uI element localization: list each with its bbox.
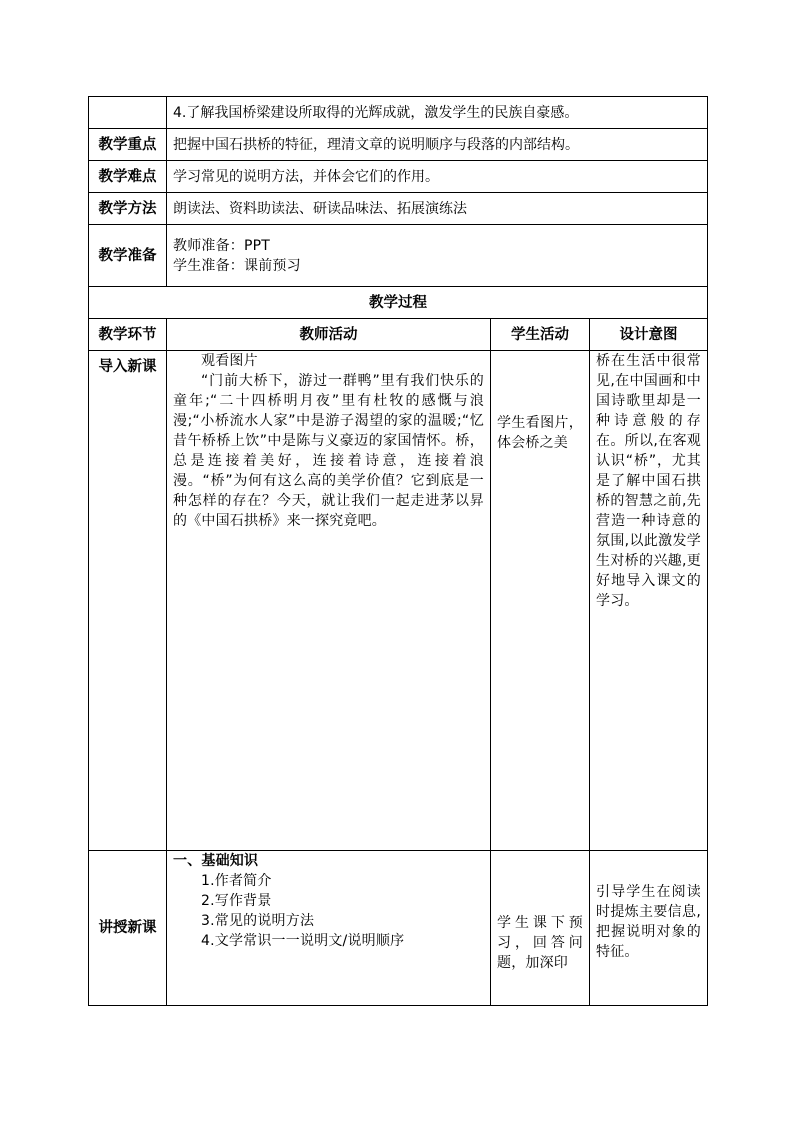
key-point-text: 把握中国石拱桥的特征，理清文章的说明顺序与段落的内部结构。	[167, 129, 708, 161]
lecture-design-intent: 引导学生在阅读时提炼主要信息,把握说明对象的特征。	[590, 851, 708, 1006]
intro-teacher-line-1: 观看图片	[201, 353, 258, 369]
key-point-row	[89, 129, 708, 161]
lecture-student-activity: 学生课下预习，回答问题，加深印	[491, 851, 590, 1006]
prep-student: 学生准备：课前预习	[173, 257, 301, 274]
lecture-stage: 讲授新课	[89, 851, 167, 1006]
intro-design-intent: 桥在生活中很常见,在中国画和中国诗歌里却是一种诗意般的存在。所以,在客观认识“桥”，尤其是了解中国石拱桥的智慧之前,先营造一种诗意的氛围,以此激发学生对桥的兴趣,更好地导入课文的学习。	[590, 351, 708, 851]
difficulty-text: 学习常见的说明方法，并体会它们的作用。	[167, 161, 708, 193]
lecture-item-2: 2.写作背景	[201, 893, 272, 909]
prep-teacher: 教师准备：PPT	[173, 237, 271, 254]
header-student: 学生活动	[491, 319, 590, 351]
intro-student-activity: 学生看图片，体会桥之美	[491, 351, 590, 851]
lecture-item-4: 4.文学常识一一说明文/说明顺序	[201, 933, 405, 949]
process-header-row	[89, 319, 708, 351]
method-row	[89, 193, 708, 225]
difficulty-label: 教学难点	[89, 161, 167, 193]
intro-teacher-cell	[167, 351, 491, 851]
lecture-item-3: 3.常见的说明方法	[201, 913, 315, 929]
intro-row	[89, 351, 708, 851]
process-title: 教学过程	[89, 287, 708, 319]
header-stage: 教学环节	[89, 319, 167, 351]
prep-row	[89, 225, 708, 287]
lecture-teacher-heading: 一、基础知识	[173, 853, 259, 869]
lesson-plan-table	[88, 96, 708, 1006]
process-title-row	[89, 287, 708, 319]
header-teacher: 教师活动	[167, 319, 491, 351]
key-point-label: 教学重点	[89, 129, 167, 161]
intro-stage: 导入新课	[89, 351, 167, 851]
prep-label: 教学准备	[89, 225, 167, 287]
method-label: 教学方法	[89, 193, 167, 225]
goal-label-cell	[89, 97, 167, 129]
lecture-item-1: 1.作者简介	[201, 873, 272, 889]
method-text: 朗读法、资料助读法、研读品味法、拓展演练法	[167, 193, 708, 225]
goal-4-text: 4.了解我国桥梁建设所取得的光辉成就，激发学生的民族自豪感。	[167, 97, 708, 129]
lecture-row	[89, 851, 708, 1006]
prep-cell	[167, 225, 708, 287]
header-intent: 设计意图	[590, 319, 708, 351]
difficulty-row	[89, 161, 708, 193]
intro-teacher-line-2: “门前大桥下，游过一群鸭”里有我们快乐的童年;“二十四桥明月夜”里有杜牧的感慨与浪漫;“小桥流水人家”中是游子渴望的家的温暖;“忆昔午桥桥上饮”中是陈与义豪迈的家国情怀。桥，总是连接着美好，连接着诗意，连接着浪漫。“桥”为何有这么高的美学价值？它到底是一种怎样的存在？今天，就让我们一起走进茅以昇的《中国石拱桥》来一探究竟吧。	[173, 373, 484, 529]
lecture-teacher-cell	[167, 851, 491, 1006]
goal-row	[89, 97, 708, 129]
